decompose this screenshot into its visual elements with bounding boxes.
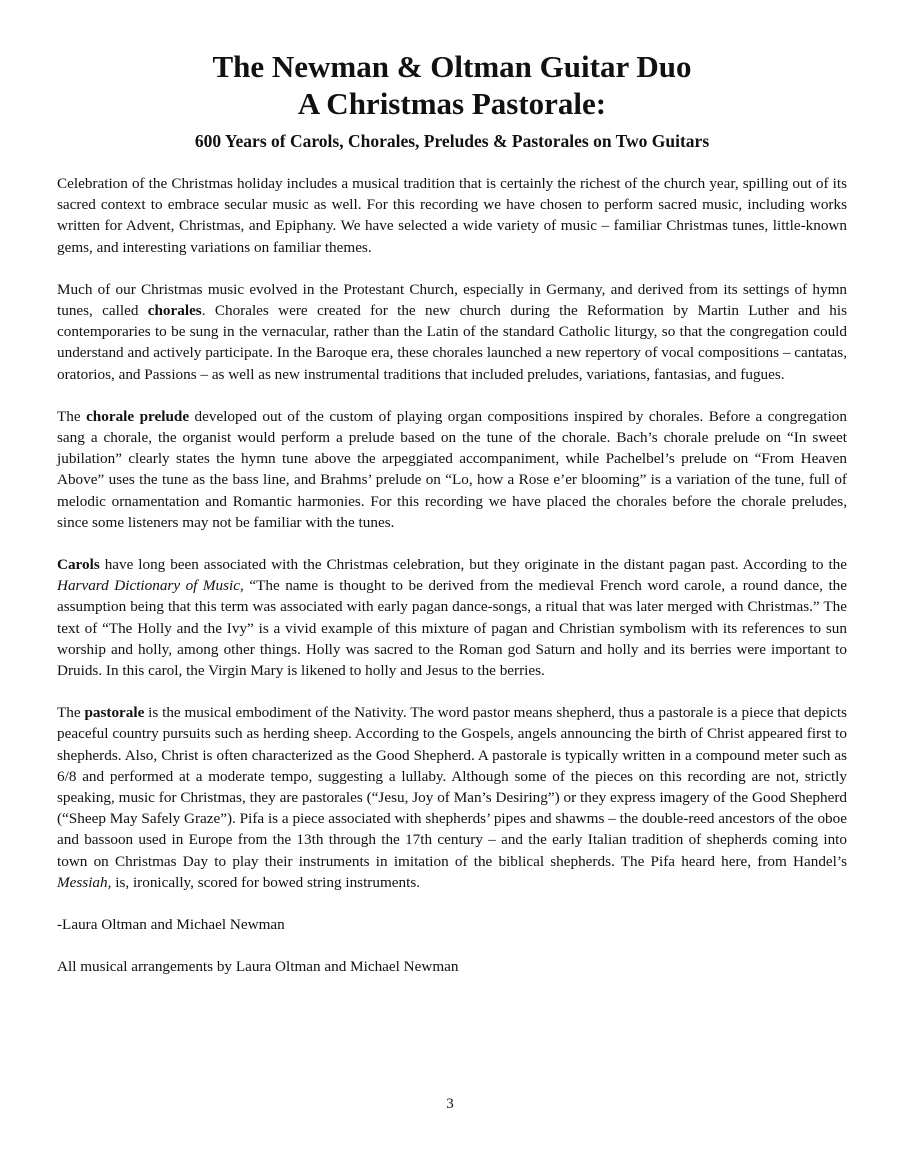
arrangement-credits: All musical arrangements by Laura Oltman and Michael Newman <box>57 958 459 976</box>
document-page <box>57 48 847 978</box>
paragraph-carols-text-a: have long been associated with the Christmas celebration, but they originate in the distant pagan past. According to the <box>99 556 847 574</box>
term-pastorale: pastorale <box>84 704 145 722</box>
page-subtitle: 600 Years of Carols, Chorales, Preludes & Pastorales on Two Guitars <box>194 131 710 151</box>
title-line-1: The Newman & Oltman Guitar Duo <box>212 49 692 84</box>
paragraph-chorale-prelude-text-a: The <box>57 407 87 425</box>
paragraph-chorales-text-b: . Chorales were created for the new church during the Reformation by Martin Luther and his contemporaries to be sung in the vernacular, rather than the Latin of the standard Catholic liturgy, so that the congregation could understand and actively participate. In the Baroque era, these chorales launched a new repertory of vocal compositions – cantatas, oratorios, and Passions – as well as new instrumental traditions that included preludes, variations, fantasias, and fugues. <box>57 302 847 383</box>
title-messiah: Messiah <box>57 873 108 891</box>
term-chorale-prelude: chorale prelude <box>86 407 190 425</box>
paragraph-chorales <box>57 279 847 385</box>
page-number: 3 <box>446 1096 454 1112</box>
paragraph-pastorale <box>57 702 847 893</box>
page-title <box>57 48 847 122</box>
paragraph-pastorale-text-c: , is, ironically, scored for bowed string instruments. <box>107 873 421 891</box>
paragraph-chorale-prelude-text-b: developed out of the custom of playing organ compositions inspired by chorales. Before a congregation sang a chorale, the organist would perform a prelude based on the tune of the chorale. Bach’s chorale prelude on “In sweet jubilation” clearly states the hymn tune above the arpeggiated accompaniment, while Pachelbel’s prelude on “From Heaven Above” uses the tune as the bass line, and Brahms’ prelude on “Lo, how a Rose e’er blooming” is a variation of the tune, full of melodic ornamentation and Romantic harmonies. For this recording we have placed the chorales before the chorale preludes, since some listeners may not be familiar with the tunes. <box>57 407 847 531</box>
signature: -Laura Oltman and Michael Newman <box>57 916 285 934</box>
paragraph-pastorale-text-a: The <box>57 704 85 722</box>
paragraph-chorales-text-a: Much of our Christmas music evolved in the Protestant Church, especially in Germany, and derived from its settings of hymn tunes, called <box>57 280 847 320</box>
paragraph-chorale-prelude <box>57 406 847 533</box>
term-chorales: chorales <box>147 302 202 320</box>
paragraph-carols-text-b: , “The name is thought to be derived from the medieval French word carole, a round dance, the assumption being that this term was associated with early pagan dance-songs, a ritual that was later merged with Christmas.” The text of “The Holly and the Ivy” is a vivid example of this mixture of pagan and Christian symbolism with its references to sun worship and holly, among other things. Holly was sacred to the Roman god Saturn and holly and its berries were important to Druids. In this carol, the Virgin Mary is likened to holly and Jesus to the berries. <box>57 577 847 680</box>
paragraph-intro: Celebration of the Christmas holiday includes a musical tradition that is certainly the richest of the church year, spilling out of its sacred context to embrace secular music as well. For this recording we have chosen to perform sacred music, including works written for Advent, Christmas, and Epiphany. We have selected a wide variety of music – familiar Christmas tunes, little-known gems, and interesting variations on familiar themes. <box>57 175 847 256</box>
title-line-2: A Christmas Pastorale: <box>297 86 607 121</box>
term-carols: Carols <box>57 556 100 574</box>
title-harvard-dictionary: Harvard Dictionary of Music <box>57 577 241 595</box>
paragraph-pastorale-text-b: is the musical embodiment of the Nativity. The word pastor means shepherd, thus a pastorale is a piece that depicts peaceful country pursuits such as herding sheep. According to the Gospels, angels announcing the birth of Christ appeared first to shepherds. Also, Christ is often characterized as the Good Shepherd. A pastorale is typically written in a compound meter such as 6/8 and performed at a moderate tempo, suggesting a lullaby. Although some of the pieces on this recording are not, strictly speaking, music for Christmas, they are pastorales (“Jesu, Joy of Man’s Desiring”) or they express imagery of the Good Shepherd (“Sheep May Safely Graze”). Pifa is a piece associated with shepherds’ pipes and shawms – the double-reed ancestors of the oboe and bassoon used in Europe from the 13th through the 17th century – and the early Italian tradition of shepherds coming into town on Christmas Day to play their instruments in imitation of the biblical shepherds. The Pifa heard here, from Handel’s <box>57 704 847 870</box>
paragraph-carols <box>57 554 847 681</box>
